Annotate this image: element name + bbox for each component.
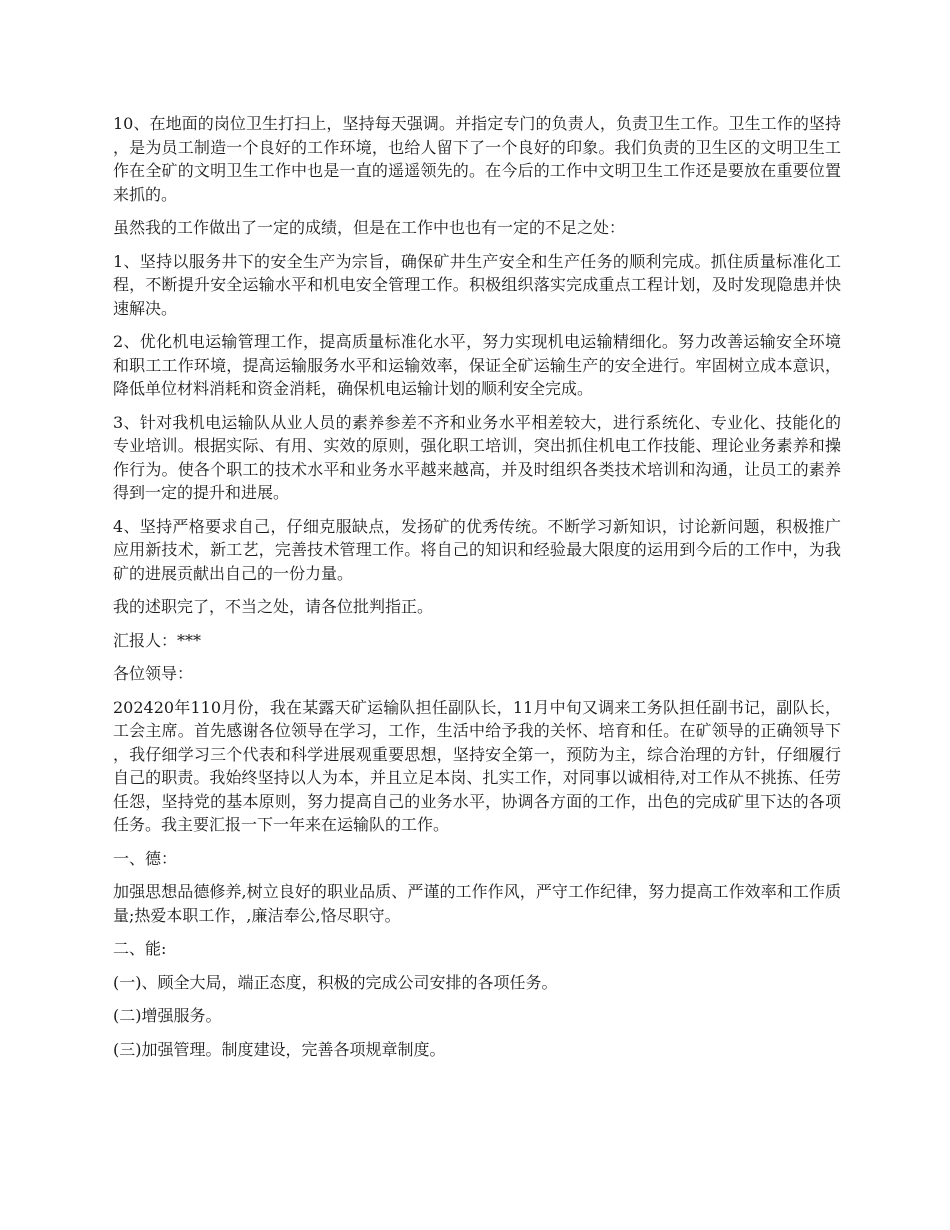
- paragraph-introduction: 202420年110月份，我在某露天矿运输队担任副队长，11月中旬又调来工务队担任副书记，副队长，工会主席。首先感谢各位领导在学习，工作，生活中给予我的关怀、培育和任。在矿领导的正确领导下，我仔细学习三个代表和科学进展观重要思想，坚持安全第一，预防为主，综合治理的方针，仔细履行自己的职责。我始终坚持以人为本，并且立足本岗、扎实工作，对同事以诚相待,对工作从不挑拣、任劳任怨，坚持党的基本原则，努力提高自己的业务水平，协调各方面的工作，出色的完成矿里下达的各项任务。我主要汇报一下一年来在运输队的工作。: [113, 697, 841, 834]
- paragraph-ability-2: (二)增强服务。: [113, 1006, 222, 1025]
- paragraph-ability-3: (三)加强管理。制度建设，完善各项规章制度。: [113, 1039, 446, 1059]
- paragraph-virtue: 加强思想品德修养,树立良好的职业品质、严谨的工作作风，严守工作纪律，努力提高工作效率和工作质量;热爱本职工作，,廉洁奉公,恪尽职守。: [113, 882, 841, 925]
- document-page: [113, 112, 841, 1071]
- paragraph-hygiene: 10、在地面的岗位卫生打扫上，坚持每天强调。并指定专门的负责人，负责卫生工作。卫生工作的坚持，是为员工制造一个良好的工作环境，也给人留下了一个良好的印象。我们负责的卫生区的文明卫生工作在全矿的文明卫生工作中也是一直的遥遥领先的。在今后的工作中文明卫生工作还是要放在重要位置来抓的。: [113, 114, 841, 204]
- heading-ability: 二、能:: [113, 939, 167, 958]
- paragraph-salutation: 各位领导：: [113, 664, 194, 683]
- paragraph-item-4: 4、坚持严格要求自己，仔细克服缺点，发扬矿的优秀传统。不断学习新知识，讨论新问题，积极推广应用新技术，新工艺，完善技术管理工作。将自己的知识和经验最大限度的运用到今后的工作中，为我矿的进展贡献出自己的一份力量。: [113, 516, 841, 583]
- paragraph-item-3: 3、针对我机电运输队从业人员的素养参差不齐和业务水平相差较大，进行系统化、专业化、技能化的专业培训。根据实际、有用、实效的原则，强化职工培训，突出抓住机电工作技能、理论业务素养和操作行为。使各个职工的技术水平和业务水平越来越高，并及时组织各类技术培训和沟通，让员工的素养得到一定的提升和进展。: [113, 412, 841, 502]
- paragraph-shortcomings-intro: 虽然我的工作做出了一定的成绩，但是在工作中也也有一定的不足之处：: [113, 218, 626, 237]
- paragraph-closing: 我的述职完了，不当之处，请各位批判指正。: [113, 597, 434, 616]
- heading-virtue: 一、德：: [113, 848, 178, 868]
- paragraph-ability-1: (一)、顾全大局，端正态度，积极的完成公司安排的各项任务。: [113, 972, 558, 992]
- paragraph-item-2: 2、优化机电运输管理工作，提高质量标准化水平，努力实现机电运输精细化。努力改善运输安全环境和职工工作环境，提高运输服务水平和运输效率，保证全矿运输生产的安全进行。牢固树立成本意识，降低单位材料消耗和资金消耗，确保机电运输计划的顺利安全完成。: [113, 332, 841, 398]
- paragraph-reporter: 汇报人：***: [113, 630, 202, 650]
- paragraph-item-1: 1、坚持以服务井下的安全生产为宗旨，确保矿井生产安全和生产任务的顺利完成。抓住质量标准化工程，不断提升安全运输水平和机电安全管理工作。积极组织落实完成重点工程计划，及时发现隐患并快速解决。: [113, 251, 841, 318]
